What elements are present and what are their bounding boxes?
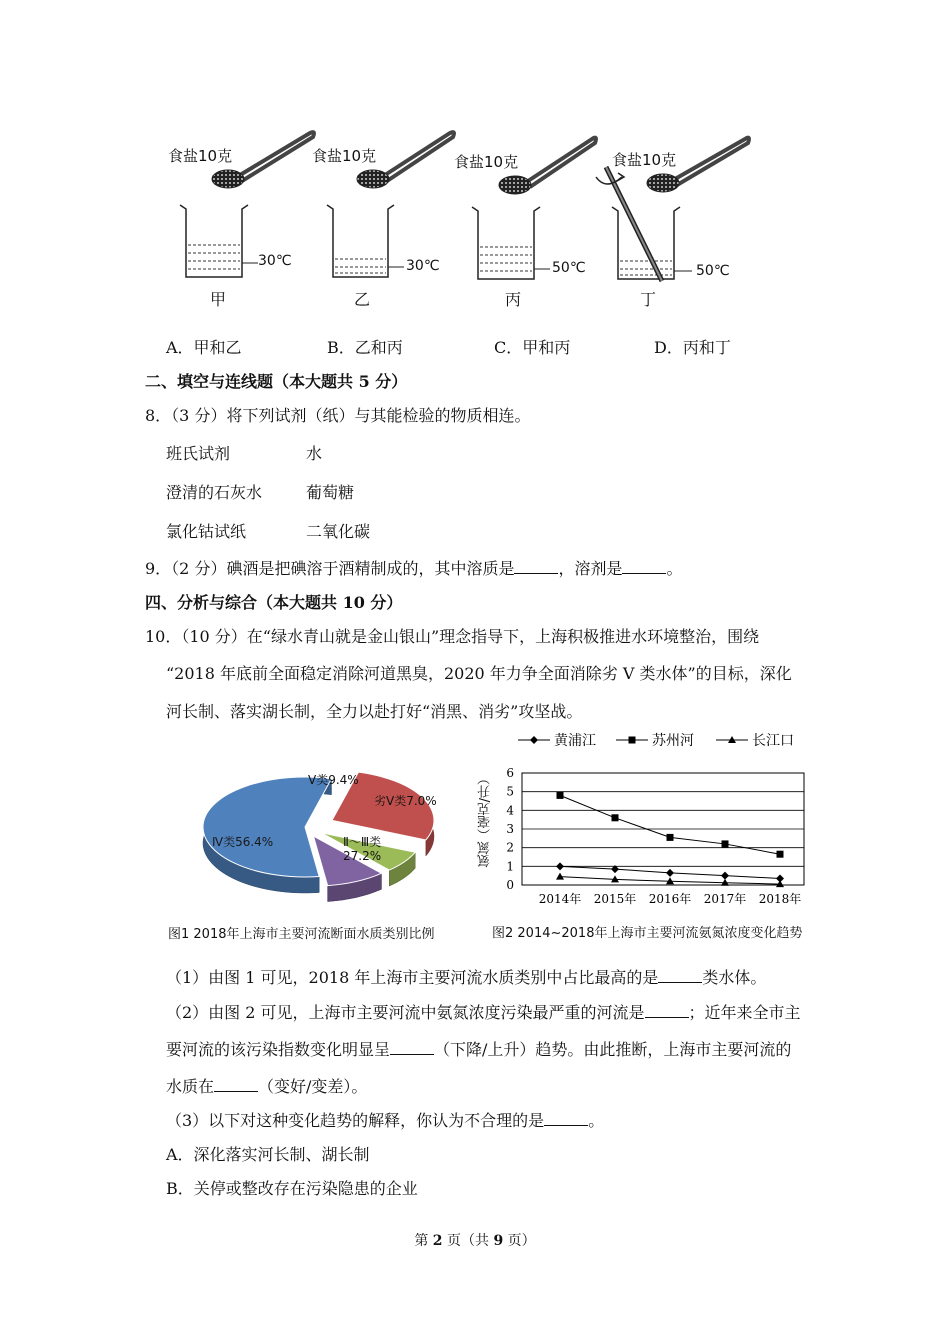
legend-item-2 [716,733,794,749]
y-tick-label: 2 [506,840,514,855]
legend-item-0 [518,732,596,749]
spoon-label-ding: 食盐10克 [612,151,677,169]
q10-sub3-option-a: A．深化落实河长制、湖长制 [166,1145,370,1164]
line-caption: 图2 2014~2018年上海市主要河流氨氮浓度变化趋势 [492,926,803,941]
data-point-diamond [721,872,729,880]
q8-stem: 8．（3 分）将下列试剂（纸）与其能检验的物质相连。 [145,406,531,425]
q7-option-d: D．丙和丁 [654,338,731,357]
x-tick-label: 2014年 [538,892,582,906]
temp-label-yi: 30℃ [406,258,440,274]
line-chart-svg [478,728,818,918]
y-tick-label: 5 [506,784,514,799]
q10-sub2-blank-trend[interactable] [390,1040,434,1055]
q10-sub3-option-b: B．关停或整改存在污染隐患的企业 [166,1179,418,1198]
q8-left-2: 澄清的石灰水 [166,483,263,502]
spoon-label-jia: 食盐10克 [168,147,233,165]
q10-sub2-text-c: 要河流的该污染指数变化明显呈 [166,1040,391,1059]
section2-title: 二、填空与连线题（本大题共 5 分） [145,372,408,391]
line-chart-figure [478,728,818,953]
q10-sub1-text-a: （1）由图 1 可见，2018 年上海市主要河流水质类别中占比最高的是 [166,968,659,987]
spoon-label-yi: 食盐10克 [312,147,377,165]
pie-label-ii-iii-value: 27.2% [343,849,382,863]
section4-title: 四、分析与综合（本大题共 10 分） [145,593,403,612]
q7-option-a: A．甲和乙 [166,338,242,357]
y-tick-label: 6 [506,766,514,780]
y-tick-label: 1 [506,859,514,874]
q10-sub2-line3 [166,1074,367,1097]
q10-sub1-blank[interactable] [658,968,702,983]
data-point-diamond [666,869,674,877]
x-tick-label: 2017年 [703,892,747,906]
q10-sub2-blank-river[interactable] [645,1003,689,1018]
data-point-square [557,792,564,799]
q10-sub2-text-b: ；近年来全市主 [688,1003,801,1022]
data-point-triangle [556,873,564,880]
q10-line-1: 10．（10 分）在“绿水青山就是金山银山”理念指导下，上海积极推进水环境整治，围绕 [145,627,760,646]
q10-sub2-line2 [166,1037,791,1060]
q7-option-b: B．乙和丙 [327,338,403,357]
data-point-diamond [556,862,564,870]
q10-line-2: “2018 年底前全面稳定消除河道黑臭，2020 年力争全面消除劣 V 类水体”的目标，深化 [166,664,792,683]
temp-label-ding: 50℃ [696,263,730,279]
legend-label: 苏州河 [652,733,694,749]
y-tick-label: 4 [506,803,514,818]
footer-text-3: 页） [503,1233,536,1249]
temp-label-bing: 50℃ [552,260,586,276]
q9-blank-solvent[interactable] [622,559,666,574]
data-point-square [722,840,729,847]
line-chart-ylabel: 氨氮（毫克/升） [478,772,493,868]
data-point-diamond [530,736,538,744]
data-point-square [777,851,784,858]
q10-sub2-text-f: （变好/变差）。 [258,1077,368,1096]
spoon-label-bing: 食盐10克 [454,153,519,171]
q7-option-c: C．甲和丙 [494,338,571,357]
beaker-bing [472,207,550,279]
series-line [560,795,780,854]
q10-sub3-blank[interactable] [544,1111,588,1126]
q9-blank-solute[interactable] [514,559,558,574]
q10-sub2-blank-quality[interactable] [214,1077,258,1092]
q9 [145,556,682,579]
legend-label: 黄浦江 [554,733,596,749]
data-point-square [667,834,674,841]
x-tick-label: 2018年 [758,892,802,906]
beaker-yi [327,205,404,277]
q10-sub3-text-a: （3）以下对这种变化趋势的解释，你认为不合理的是 [166,1111,545,1130]
beaker-figure [160,125,780,315]
q8-right-2: 葡萄糖 [306,483,355,502]
footer-text-2: 页（共 [442,1233,494,1249]
pie-label-bad-v: 劣Ⅴ类7.0% [374,794,437,808]
temp-label-jia: 30℃ [258,253,292,269]
q10-sub2-line1 [166,1000,801,1023]
q10-sub3-text-b: 。 [588,1111,605,1130]
beaker-name-ding: 丁 [640,290,657,309]
q9-text-1: 9．（2 分）碘酒是把碘溶于酒精制成的，其中溶质是 [145,559,515,578]
pie-caption: 图1 2018年上海市主要河流断面水质类别比例 [168,927,435,942]
q10-sub1-text-b: 类水体。 [702,968,767,987]
footer-total-pages: 9 [493,1233,504,1249]
q10-sub2-text-a: （2）由图 2 可见，上海市主要河流中氨氮浓度污染最严重的河流是 [166,1003,645,1022]
y-tick-label: 3 [506,822,514,836]
beaker-name-jia: 甲 [210,290,227,309]
beaker-jia [180,205,258,277]
y-tick-label: 0 [506,878,514,892]
beaker-name-bing: 丙 [505,290,522,309]
q8-right-1: 水 [306,444,323,463]
pie-label-iv: Ⅳ类56.4% [212,835,274,849]
footer-page-number: 2 [432,1233,443,1249]
legend-label: 长江口 [752,733,794,749]
pie-label-ii-iii-name: Ⅱ～Ⅲ类 [343,835,382,849]
q8-left-3: 氯化钴试纸 [166,522,247,541]
beaker-name-yi: 乙 [354,290,371,309]
q9-text-2: ，溶剂是 [558,559,623,578]
legend-item-1 [616,732,694,749]
x-tick-label: 2016年 [648,892,692,906]
q10-sub2-text-e: 水质在 [166,1077,215,1096]
pie-label-v: Ⅴ类9.4% [308,773,359,787]
q8-left-1: 班氏试剂 [166,444,231,463]
pie-chart-figure [160,755,470,955]
data-point-square [612,814,619,821]
q10-sub1 [166,965,766,988]
q10-line-3: 河长制、落实湖长制，全力以赴打好“消黑、消劣”攻坚战。 [166,702,583,721]
page-footer [0,1230,950,1250]
q10-sub2-text-d: （下降/上升）趋势。由此推断，上海市主要河流的 [434,1040,792,1059]
footer-text-1: 第 [414,1233,433,1249]
q10-sub3 [166,1108,604,1131]
x-tick-label: 2015年 [593,892,637,906]
q8-right-3: 二氧化碳 [306,522,371,541]
data-point-square [629,737,636,744]
q9-text-3: 。 [666,559,683,578]
